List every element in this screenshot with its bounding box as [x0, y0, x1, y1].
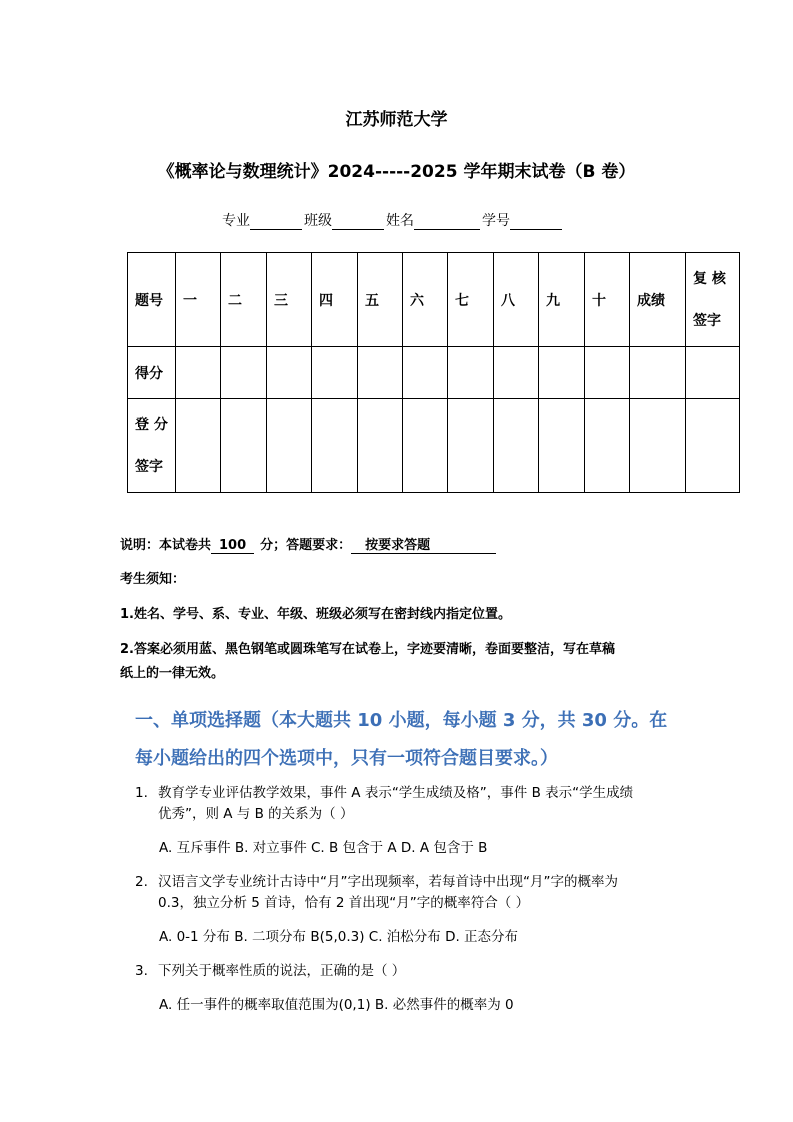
- total-score-header: 成绩: [630, 253, 686, 347]
- review-header-line1: 复 核: [693, 270, 726, 287]
- question-number: 2.: [135, 874, 148, 890]
- notice-title: 考生须知：: [120, 572, 186, 587]
- question-3-options: A. 任一事件的概率取值范围为(0,1) B. 必然事件的概率为 0: [159, 997, 514, 1013]
- score-cell[interactable]: [630, 347, 686, 399]
- question-number-header: 题号: [128, 253, 176, 347]
- column-header: 六: [403, 253, 448, 347]
- description-mid: 分；答题要求：: [260, 538, 352, 553]
- signature-cell[interactable]: [494, 399, 539, 493]
- student-id-field[interactable]: [510, 215, 562, 230]
- column-header: 八: [494, 253, 539, 347]
- score-row: [128, 347, 740, 399]
- exam-description: [120, 534, 496, 554]
- score-table-header-row: [128, 253, 740, 347]
- score-cell[interactable]: [403, 347, 448, 399]
- score-cell[interactable]: [312, 347, 358, 399]
- register-signature-row: [128, 399, 740, 493]
- register-label-line2: 签字: [135, 458, 163, 475]
- name-label: 姓名: [386, 213, 414, 229]
- university-name: 江苏师范大学: [345, 110, 448, 130]
- major-label: 专业: [222, 213, 250, 229]
- question-2-line2: 0.3，独立分析 5 首诗，恰有 2 首出现“月”字的概率符合（ ）: [158, 895, 530, 911]
- score-cell[interactable]: [539, 347, 585, 399]
- signature-cell[interactable]: [448, 399, 494, 493]
- answer-requirement: 按要求答题: [351, 534, 496, 554]
- review-signature-header: [686, 253, 740, 347]
- question-1-options: A. 互斥事件 B. 对立事件 C. B 包含于 A D. A 包含于 B: [159, 840, 488, 856]
- signature-cell[interactable]: [539, 399, 585, 493]
- signature-cell[interactable]: [267, 399, 312, 493]
- total-points: 100: [211, 538, 254, 554]
- review-header-line2: 签字: [693, 312, 721, 329]
- column-header: 三: [267, 253, 312, 347]
- name-field[interactable]: [414, 215, 480, 230]
- notice-item-2-line1: 2.答案必须用蓝、黑色钢笔或圆珠笔写在试卷上，字迹要清晰，卷面要整洁，写在草稿: [120, 642, 615, 657]
- column-header: 一: [176, 253, 221, 347]
- question-number: 1.: [135, 785, 148, 801]
- signature-cell[interactable]: [686, 399, 740, 493]
- question-1-line2: 优秀”，则 A 与 B 的关系为（ ）: [158, 806, 354, 822]
- score-cell[interactable]: [686, 347, 740, 399]
- question-3-line1: [135, 959, 405, 979]
- score-row-label: 得分: [128, 347, 176, 399]
- column-header: 二: [221, 253, 267, 347]
- exam-title: 《概率论与数理统计》2024-----2025 学年期末试卷（B 卷）: [157, 162, 636, 182]
- score-cell[interactable]: [448, 347, 494, 399]
- signature-cell[interactable]: [358, 399, 403, 493]
- section-title-line2: 每小题给出的四个选项中，只有一项符合题目要求。）: [135, 748, 558, 769]
- score-cell[interactable]: [176, 347, 221, 399]
- question-text: 下列关于概率性质的说法，正确的是（ ）: [158, 963, 406, 979]
- signature-cell[interactable]: [176, 399, 221, 493]
- score-cell[interactable]: [585, 347, 630, 399]
- signature-cell[interactable]: [312, 399, 358, 493]
- id-label: 学号: [482, 213, 510, 229]
- major-field[interactable]: [250, 215, 302, 230]
- question-number: 3.: [135, 963, 148, 979]
- score-table: [127, 252, 740, 493]
- question-2-options: A. 0-1 分布 B. 二项分布 B(5,0.3) C. 泊松分布 D. 正态分布: [159, 929, 519, 945]
- question-1-line1: [135, 781, 633, 801]
- signature-cell[interactable]: [221, 399, 267, 493]
- student-info-line: [222, 210, 564, 230]
- column-header: 十: [585, 253, 630, 347]
- question-text: 教育学专业评估教学效果，事件 A 表示“学生成绩及格”，事件 B 表示“学生成绩: [158, 785, 634, 801]
- score-cell[interactable]: [358, 347, 403, 399]
- score-cell[interactable]: [221, 347, 267, 399]
- description-prefix: 说明：本试卷共: [120, 538, 212, 553]
- signature-cell[interactable]: [630, 399, 686, 493]
- column-header: 五: [358, 253, 403, 347]
- column-header: 七: [448, 253, 494, 347]
- notice-item-2-line2: 纸上的一律无效。: [120, 666, 225, 681]
- signature-cell[interactable]: [585, 399, 630, 493]
- signature-cell[interactable]: [403, 399, 448, 493]
- register-label-line1: 登 分: [135, 416, 168, 433]
- class-field[interactable]: [332, 215, 384, 230]
- question-text: 汉语言文学专业统计古诗中“月”字出现频率，若每首诗中出现“月”字的概率为: [158, 874, 618, 890]
- column-header: 九: [539, 253, 585, 347]
- notice-item-1: 1.姓名、学号、系、专业、年级、班级必须写在密封线内指定位置。: [120, 607, 511, 622]
- score-cell[interactable]: [267, 347, 312, 399]
- class-label: 班级: [304, 213, 332, 229]
- section-title-line1: 一、单项选择题（本大题共 10 小题，每小题 3 分，共 30 分。在: [135, 710, 668, 731]
- column-header: 四: [312, 253, 358, 347]
- score-cell[interactable]: [494, 347, 539, 399]
- register-row-label: [128, 399, 176, 493]
- question-2-line1: [135, 870, 618, 890]
